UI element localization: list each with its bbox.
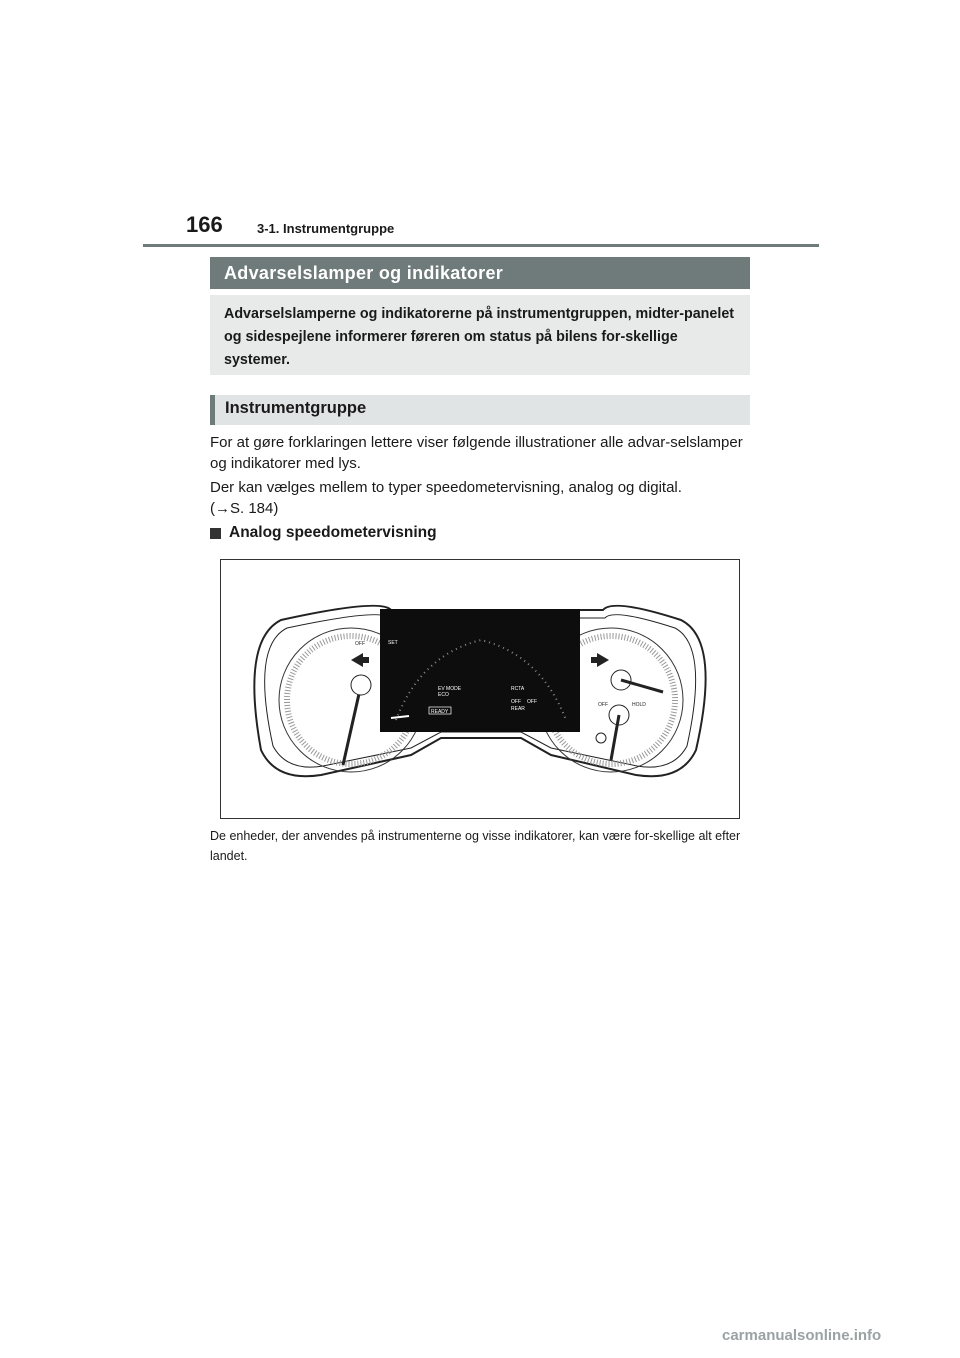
set-label: SET bbox=[388, 640, 398, 646]
page-number: 166 bbox=[186, 212, 223, 237]
off-label-center2: OFF bbox=[527, 699, 537, 705]
intro-text: Advarselslamperne og indikatorerne på instrumentgruppen, midter-panelet og sidespejlene informerer føreren om status på bilens for-skellige systemer. bbox=[210, 295, 750, 375]
watermark: carmanualsonline.info bbox=[722, 1327, 882, 1344]
ev-mode-label: EV MODE bbox=[438, 686, 462, 692]
subsection-title: Instrumentgruppe bbox=[210, 395, 750, 425]
chapter-title: 3-1. Instrumentgruppe bbox=[257, 221, 395, 236]
right-turn-signal-tail-icon bbox=[591, 657, 597, 663]
eco-label: ECO bbox=[438, 692, 449, 698]
rear-label: REAR bbox=[511, 706, 525, 712]
bullet-heading-text: Analog speedometervisning bbox=[229, 524, 437, 541]
off-label-right: OFF bbox=[598, 702, 608, 708]
bullet-heading bbox=[210, 524, 437, 542]
paragraph-speedometer-text: Der kan vælges mellem to typer speedometervisning, analog og digital. bbox=[210, 479, 682, 496]
instrument-cluster-figure bbox=[220, 559, 740, 819]
arrow-icon: → bbox=[215, 500, 230, 517]
figure-caption: De enheder, der anvendes på instrumenterne og visse indikatorer, kan være for-skellige alt efter landet. bbox=[210, 829, 741, 863]
off-label-left: OFF bbox=[355, 641, 365, 647]
rcta-label: RCTA bbox=[511, 686, 525, 692]
left-turn-signal-tail-icon bbox=[363, 657, 369, 663]
hold-label: HOLD bbox=[632, 702, 646, 708]
paragraph-speedometer-types: Der kan vælges mellem to typer speedometervisning, analog og digital. (→S. 184) bbox=[210, 479, 682, 517]
paragraph-explanation: For at gøre forklaringen lettere viser følgende illustrationer alle advar-selslamper og indikatorer med lys. bbox=[210, 434, 743, 472]
center-display bbox=[380, 609, 580, 732]
square-bullet-icon bbox=[210, 528, 221, 539]
instrument-cluster-illustration bbox=[221, 560, 739, 818]
page-reference-link[interactable]: S. 184 bbox=[230, 500, 274, 517]
ready-label: READY bbox=[431, 709, 449, 715]
header-rule bbox=[143, 244, 819, 247]
left-gauge-hub bbox=[351, 675, 371, 695]
off-label-center1: OFF bbox=[511, 699, 521, 705]
section-title: Advarselslamper og indikatorer bbox=[210, 257, 750, 289]
